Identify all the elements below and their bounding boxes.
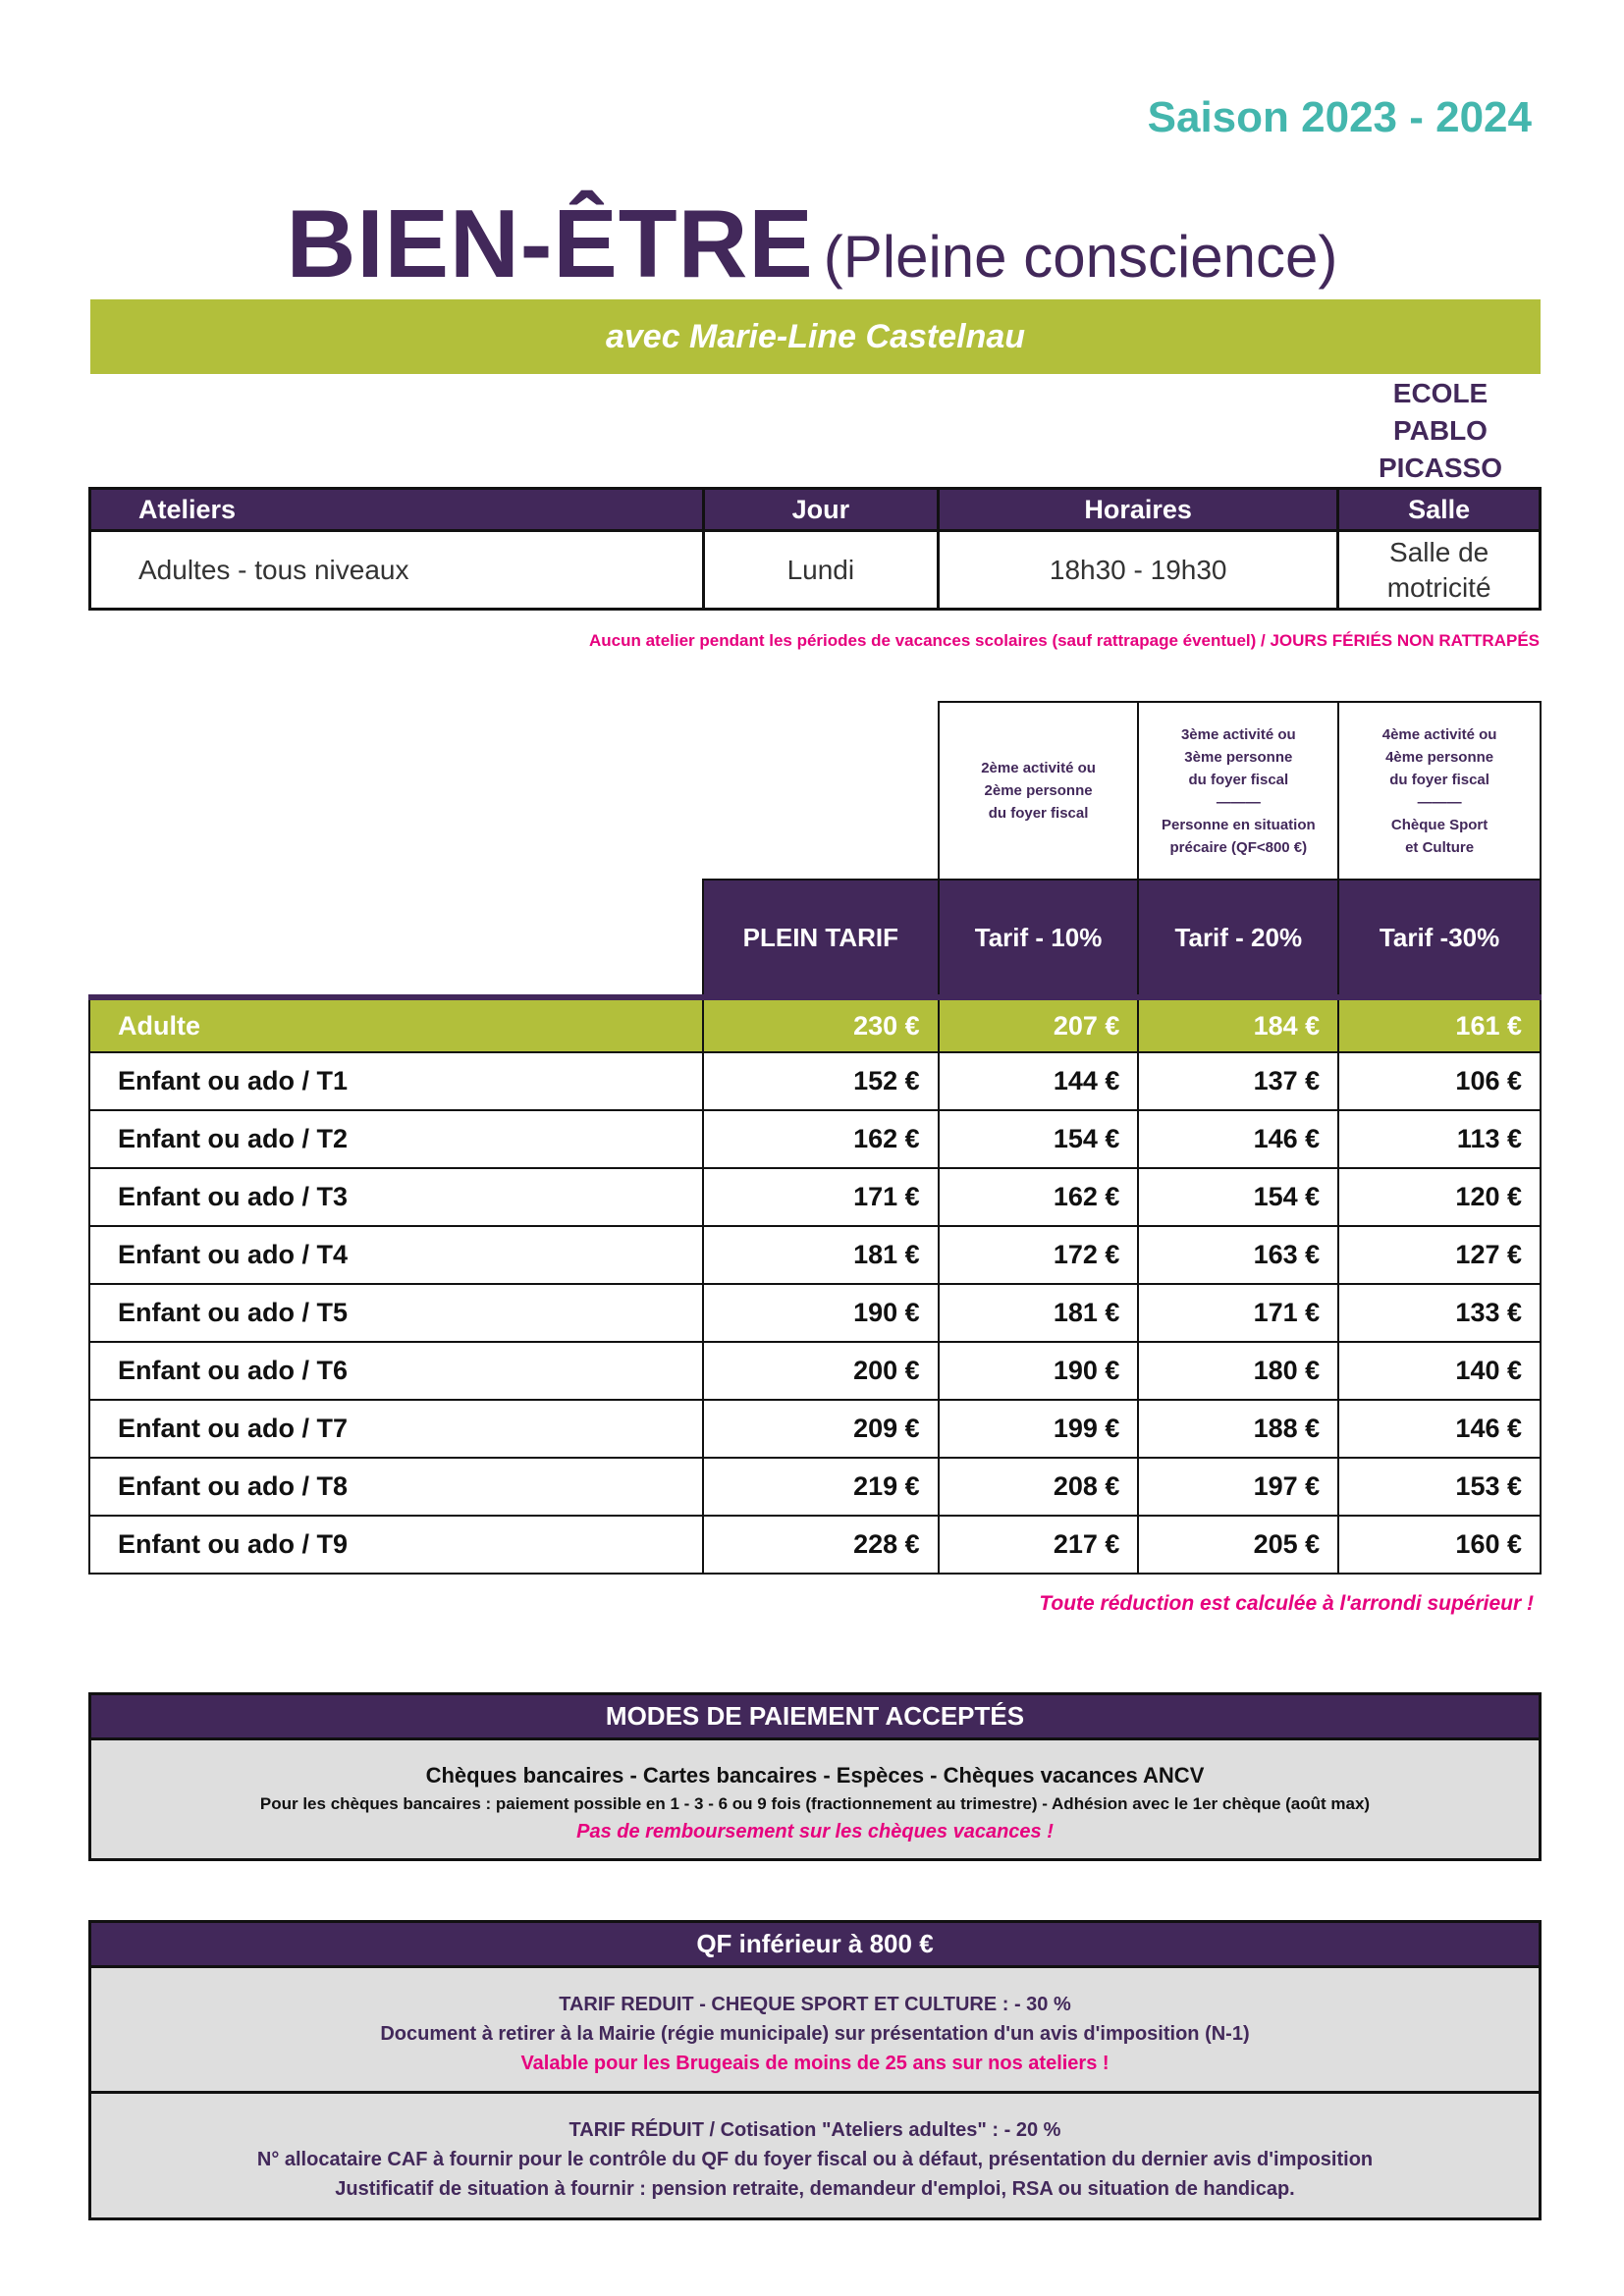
qf-line: TARIF RÉDUIT / Cotisation "Ateliers adultes" : - 20 % [568, 2119, 1061, 2141]
desc-line: et Culture [1405, 838, 1475, 856]
table-row [89, 1052, 1541, 1110]
season-label: Saison 2023 - 2024 [1147, 93, 1532, 141]
title-sub: (Pleine conscience) [823, 224, 1338, 290]
row-label: Enfant ou ado / T5 [89, 1284, 703, 1342]
location-line: PABLO [1393, 415, 1488, 446]
instructor-name: avec Marie-Line Castelnau [605, 318, 1026, 355]
table-row [89, 1516, 1541, 1574]
table-row [89, 1342, 1541, 1400]
schedule-horaires: 18h30 - 19h30 [939, 531, 1338, 610]
row-label: Enfant ou ado / T2 [89, 1110, 703, 1168]
price-cell: 140 € [1338, 1342, 1541, 1400]
price-cell: 162 € [703, 1110, 939, 1168]
price-cell: 208 € [939, 1458, 1139, 1516]
instructor-banner [90, 299, 1541, 374]
desc-line: 3ème activité ou [1180, 725, 1296, 743]
row-label: Enfant ou ado / T6 [89, 1342, 703, 1400]
tarif-20-description [1138, 702, 1338, 880]
table-row [89, 1110, 1541, 1168]
row-label: Enfant ou ado / T8 [89, 1458, 703, 1516]
title-main: BIEN-ÊTRE [286, 189, 814, 297]
price-cell: 205 € [1138, 1516, 1338, 1574]
header-plein-tarif: PLEIN TARIF [703, 880, 939, 997]
payment-box [88, 1692, 1542, 1861]
price-cell: 113 € [1338, 1110, 1541, 1168]
tarif-10-description [939, 702, 1139, 880]
desc-line: 3ème personne [1184, 748, 1293, 766]
payment-no-refund: Pas de remboursement sur les chèques vacances ! [576, 1821, 1054, 1842]
price-cell: 230 € [703, 997, 939, 1052]
schedule-header-salle: Salle [1338, 489, 1541, 531]
price-cell: 171 € [703, 1168, 939, 1226]
desc-line: du foyer fiscal [1188, 771, 1289, 788]
desc-line: 4ème activité ou [1381, 725, 1497, 743]
price-cell: 181 € [703, 1226, 939, 1284]
price-cell: 219 € [703, 1458, 939, 1516]
qf-line: Justificatif de situation à fournir : pension retraite, demandeur d'emploi, RSA ou situation de handicap. [335, 2178, 1295, 2200]
qf-section-sport-culture [91, 1968, 1539, 2094]
price-cell: 154 € [1138, 1168, 1338, 1226]
desc-separator: ——— [1216, 793, 1261, 811]
schedule-table [88, 487, 1542, 611]
desc-line: du foyer fiscal [1389, 771, 1489, 788]
header-tarif-10: Tarif - 10% [939, 880, 1139, 997]
price-cell: 172 € [939, 1226, 1139, 1284]
blank-cell [89, 880, 703, 997]
price-cell: 144 € [939, 1052, 1139, 1110]
price-cell: 127 € [1338, 1226, 1541, 1284]
qf-line: N° allocataire CAF à fournir pour le contrôle du QF du foyer fiscal ou à défaut, présentation du dernier avis d'imposition [256, 2149, 1374, 2170]
price-cell: 146 € [1138, 1110, 1338, 1168]
schedule-header-ateliers: Ateliers [90, 489, 704, 531]
price-cell: 228 € [703, 1516, 939, 1574]
salle-line: motricité [1386, 571, 1491, 603]
price-cell: 188 € [1138, 1400, 1338, 1458]
price-cell: 120 € [1338, 1168, 1541, 1226]
table-row [89, 1458, 1541, 1516]
desc-separator: ——— [1417, 793, 1462, 811]
location-line: ECOLE [1392, 378, 1489, 408]
row-label: Enfant ou ado / T3 [89, 1168, 703, 1226]
table-row [89, 1226, 1541, 1284]
price-cell: 163 € [1138, 1226, 1338, 1284]
tarif-30-description [1338, 702, 1541, 880]
price-cell: 106 € [1338, 1052, 1541, 1110]
price-cell: 160 € [1338, 1516, 1541, 1574]
desc-line: 2ème activité ou [981, 760, 1096, 776]
schedule-salle [1338, 531, 1541, 610]
qf-section-adultes [91, 2094, 1539, 2217]
qf-box [88, 1920, 1542, 2220]
price-cell: 180 € [1138, 1342, 1338, 1400]
price-cell: 171 € [1138, 1284, 1338, 1342]
table-row [89, 1168, 1541, 1226]
salle-line: Salle de [1389, 536, 1489, 567]
qf-title: QF inférieur à 800 € [91, 1923, 1539, 1968]
qf-line-highlight: Valable pour les Brugeais de moins de 25 ans sur nos ateliers ! [520, 2053, 1110, 2074]
price-cell: 152 € [703, 1052, 939, 1110]
payment-cheque-info: Pour les chèques bancaires : paiement possible en 1 - 3 - 6 ou 9 fois (fractionnement au trimestre) - Adhésion avec le 1er chèque (août max) [259, 1794, 1371, 1813]
price-cell: 190 € [703, 1284, 939, 1342]
price-cell: 133 € [1338, 1284, 1541, 1342]
desc-line: 4ème personne [1385, 748, 1494, 766]
schedule-atelier: Adultes - tous niveaux [90, 531, 704, 610]
price-cell: 153 € [1338, 1458, 1541, 1516]
desc-line: Chèque Sport [1390, 816, 1489, 833]
qf-line: TARIF REDUIT - CHEQUE SPORT ET CULTURE : - 30 % [559, 1994, 1071, 2015]
blank-cell [703, 702, 939, 880]
row-label: Enfant ou ado / T7 [89, 1400, 703, 1458]
schedule-header-jour: Jour [703, 489, 939, 531]
schedule-header-horaires: Horaires [939, 489, 1338, 531]
rounding-note: Toute réduction est calculée à l'arrondi supérieur ! [1039, 1592, 1534, 1615]
table-row [89, 1284, 1541, 1342]
schedule-jour: Lundi [703, 531, 939, 610]
price-cell: 181 € [939, 1284, 1139, 1342]
header-tarif-20: Tarif - 20% [1138, 880, 1338, 997]
payment-body [91, 1740, 1539, 1858]
price-cell: 161 € [1338, 997, 1541, 1052]
blank-cell [89, 702, 703, 880]
location-line: PICASSO [1378, 453, 1503, 483]
header-tarif-30: Tarif -30% [1338, 880, 1541, 997]
price-cell: 197 € [1138, 1458, 1338, 1516]
price-cell: 207 € [939, 997, 1139, 1052]
table-row [90, 531, 1541, 610]
payment-methods: Chèques bancaires - Cartes bancaires - Espèces - Chèques vacances ANCV [425, 1763, 1205, 1788]
holidays-note: Aucun atelier pendant les périodes de vacances scolaires (sauf rattrapage éventuel) / JOURS FÉRIÉS NON RATTRAPÉS [588, 631, 1540, 650]
row-label: Enfant ou ado / T4 [89, 1226, 703, 1284]
row-label: Enfant ou ado / T9 [89, 1516, 703, 1574]
price-cell: 200 € [703, 1342, 939, 1400]
row-label: Adulte [89, 997, 703, 1052]
desc-line: précaire (QF<800 €) [1169, 838, 1308, 856]
price-cell: 199 € [939, 1400, 1139, 1458]
desc-line: du foyer fiscal [988, 805, 1089, 822]
page-title [90, 188, 1534, 299]
price-cell: 154 € [939, 1110, 1139, 1168]
table-row-adulte [89, 997, 1541, 1052]
price-cell: 162 € [939, 1168, 1139, 1226]
price-cell: 209 € [703, 1400, 939, 1458]
price-cell: 137 € [1138, 1052, 1338, 1110]
price-cell: 146 € [1338, 1400, 1541, 1458]
desc-line: Personne en situation [1161, 816, 1316, 833]
qf-line: Document à retirer à la Mairie (régie municipale) sur présentation d'un avis d'imposition (N-1) [380, 2023, 1250, 2045]
price-cell: 217 € [939, 1516, 1139, 1574]
row-label: Enfant ou ado / T1 [89, 1052, 703, 1110]
location-label [1341, 375, 1540, 487]
table-row [89, 1400, 1541, 1458]
price-cell: 184 € [1138, 997, 1338, 1052]
desc-line: 2ème personne [984, 782, 1093, 799]
price-cell: 190 € [939, 1342, 1139, 1400]
payment-title: MODES DE PAIEMENT ACCEPTÉS [91, 1695, 1539, 1740]
price-table [88, 701, 1542, 1575]
